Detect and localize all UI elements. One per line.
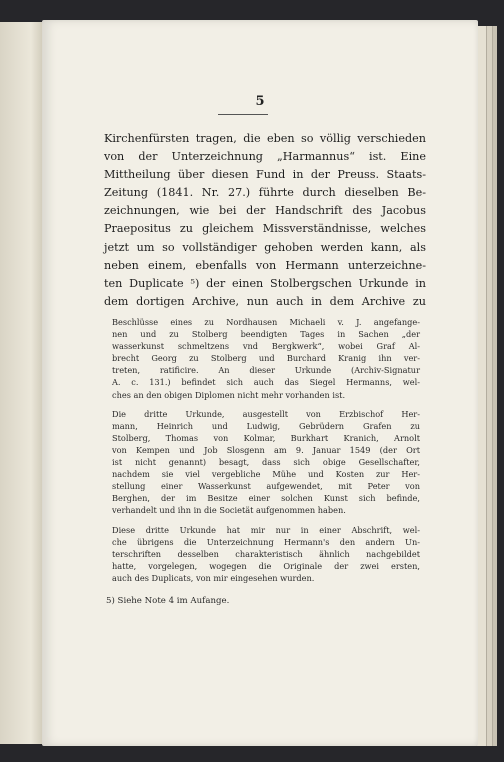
- page-number-rule: [218, 114, 268, 115]
- note-line: Beschlüsse eines zu Nordhausen Michaeli v. J. angefange-: [112, 317, 420, 327]
- body-text: [104, 130, 426, 311]
- note-line: Diese dritte Urkunde hat mir nur in einer Abschrift, wel-: [112, 524, 420, 535]
- body-line: dem dortigen Archive, nun auch in dem Archive zu: [104, 294, 426, 308]
- note-line: Berghen, der im Besitze einer solchen Kunst sich befinde,: [112, 493, 420, 504]
- note-paragraph: [112, 524, 420, 584]
- body-line: Praepositus zu gleichem Missverständnisse, welches: [104, 222, 426, 236]
- body-line: Mittheilung über diesen Fund in der Preuss. Staats-: [104, 168, 426, 182]
- note-line: stellung einer Wasserkunst aufgewendet, mit Peter von: [112, 481, 420, 492]
- note-line: Die dritte Urkunde, ausgestellt von Erzbischof Her-: [112, 408, 420, 419]
- body-line: neben einem, ebenfalls von Hermann unterzeichne-: [104, 258, 426, 272]
- book-page: [42, 20, 478, 746]
- note-line: von Kempen und Job Slosgenn am 9. Januar 1549 (der Ort: [112, 444, 420, 455]
- note-line: ches an den obigen Diplomen nicht mehr vorhanden ist.: [112, 389, 346, 400]
- note-line: che übrigens die Unterzeichnung Hermann's den andern Un-: [112, 536, 420, 547]
- body-line: jetzt um so vollständiger gehoben werden kann, als: [104, 240, 426, 254]
- note-line: treten, ratificire. An dieser Urkunde (Archiv-Signatur: [112, 365, 420, 376]
- note-line: hatte, vorgelegen, wogegen die Originale der zwei ersten,: [112, 560, 420, 571]
- note-line: A. c. 131.) befindet sich auch das Siegel Hermanns, wel-: [112, 377, 420, 388]
- footnote: 5) Siehe Note 4 im Aufange.: [106, 596, 230, 606]
- note-line: terschriften desselben charakteristisch ähnlich nachgebildet: [112, 548, 420, 559]
- note-block: [112, 316, 420, 591]
- note-line: verhandelt und ihn in die Societät aufgenommen haben.: [112, 505, 346, 516]
- note-line: Stolberg, Thomas von Kolmar, Burkhart Kranich, Arnolt: [112, 432, 420, 443]
- body-line: Zeitung (1841. Nr. 27.) führte durch dieselben Be-: [104, 186, 426, 200]
- note-line: nen und zu Stolberg beendigten Tages in Sachen „der: [112, 329, 420, 340]
- note-paragraph: [112, 408, 420, 517]
- left-page-edge: [0, 22, 45, 744]
- note-line: nachdem sie viel vergebliche Mühe und Kosten zur Her-: [112, 469, 420, 480]
- note-paragraph: [112, 316, 420, 401]
- note-line: wasserkunst schmeltzens vnd Bergkwerk“, wobei Graf Al-: [112, 341, 420, 352]
- body-line: ten Duplicate ⁵) der einen Stolbergschen Urkunde in: [104, 276, 426, 290]
- body-line: von der Unterzeichnung „Harmannus“ ist. Eine: [104, 150, 426, 164]
- note-line: ist nicht genannt) besagt, dass sich obige Gesellschafter,: [112, 457, 420, 468]
- note-line: brecht Georg zu Stolberg und Burchard Kranig ihn ver-: [112, 353, 420, 364]
- body-line: zeichnungen, wie bei der Handschrift des Jacobus: [104, 204, 426, 218]
- note-line: auch des Duplicats, von mir eingesehen wurden.: [112, 572, 315, 583]
- page-number: 5: [255, 94, 265, 109]
- right-page-edge: [492, 26, 497, 746]
- body-line: Kirchenfürsten tragen, die eben so völlig verschieden: [104, 132, 426, 145]
- note-line: mann, Heinrich und Ludwig, Gebrüdern Grafen zu: [112, 420, 420, 431]
